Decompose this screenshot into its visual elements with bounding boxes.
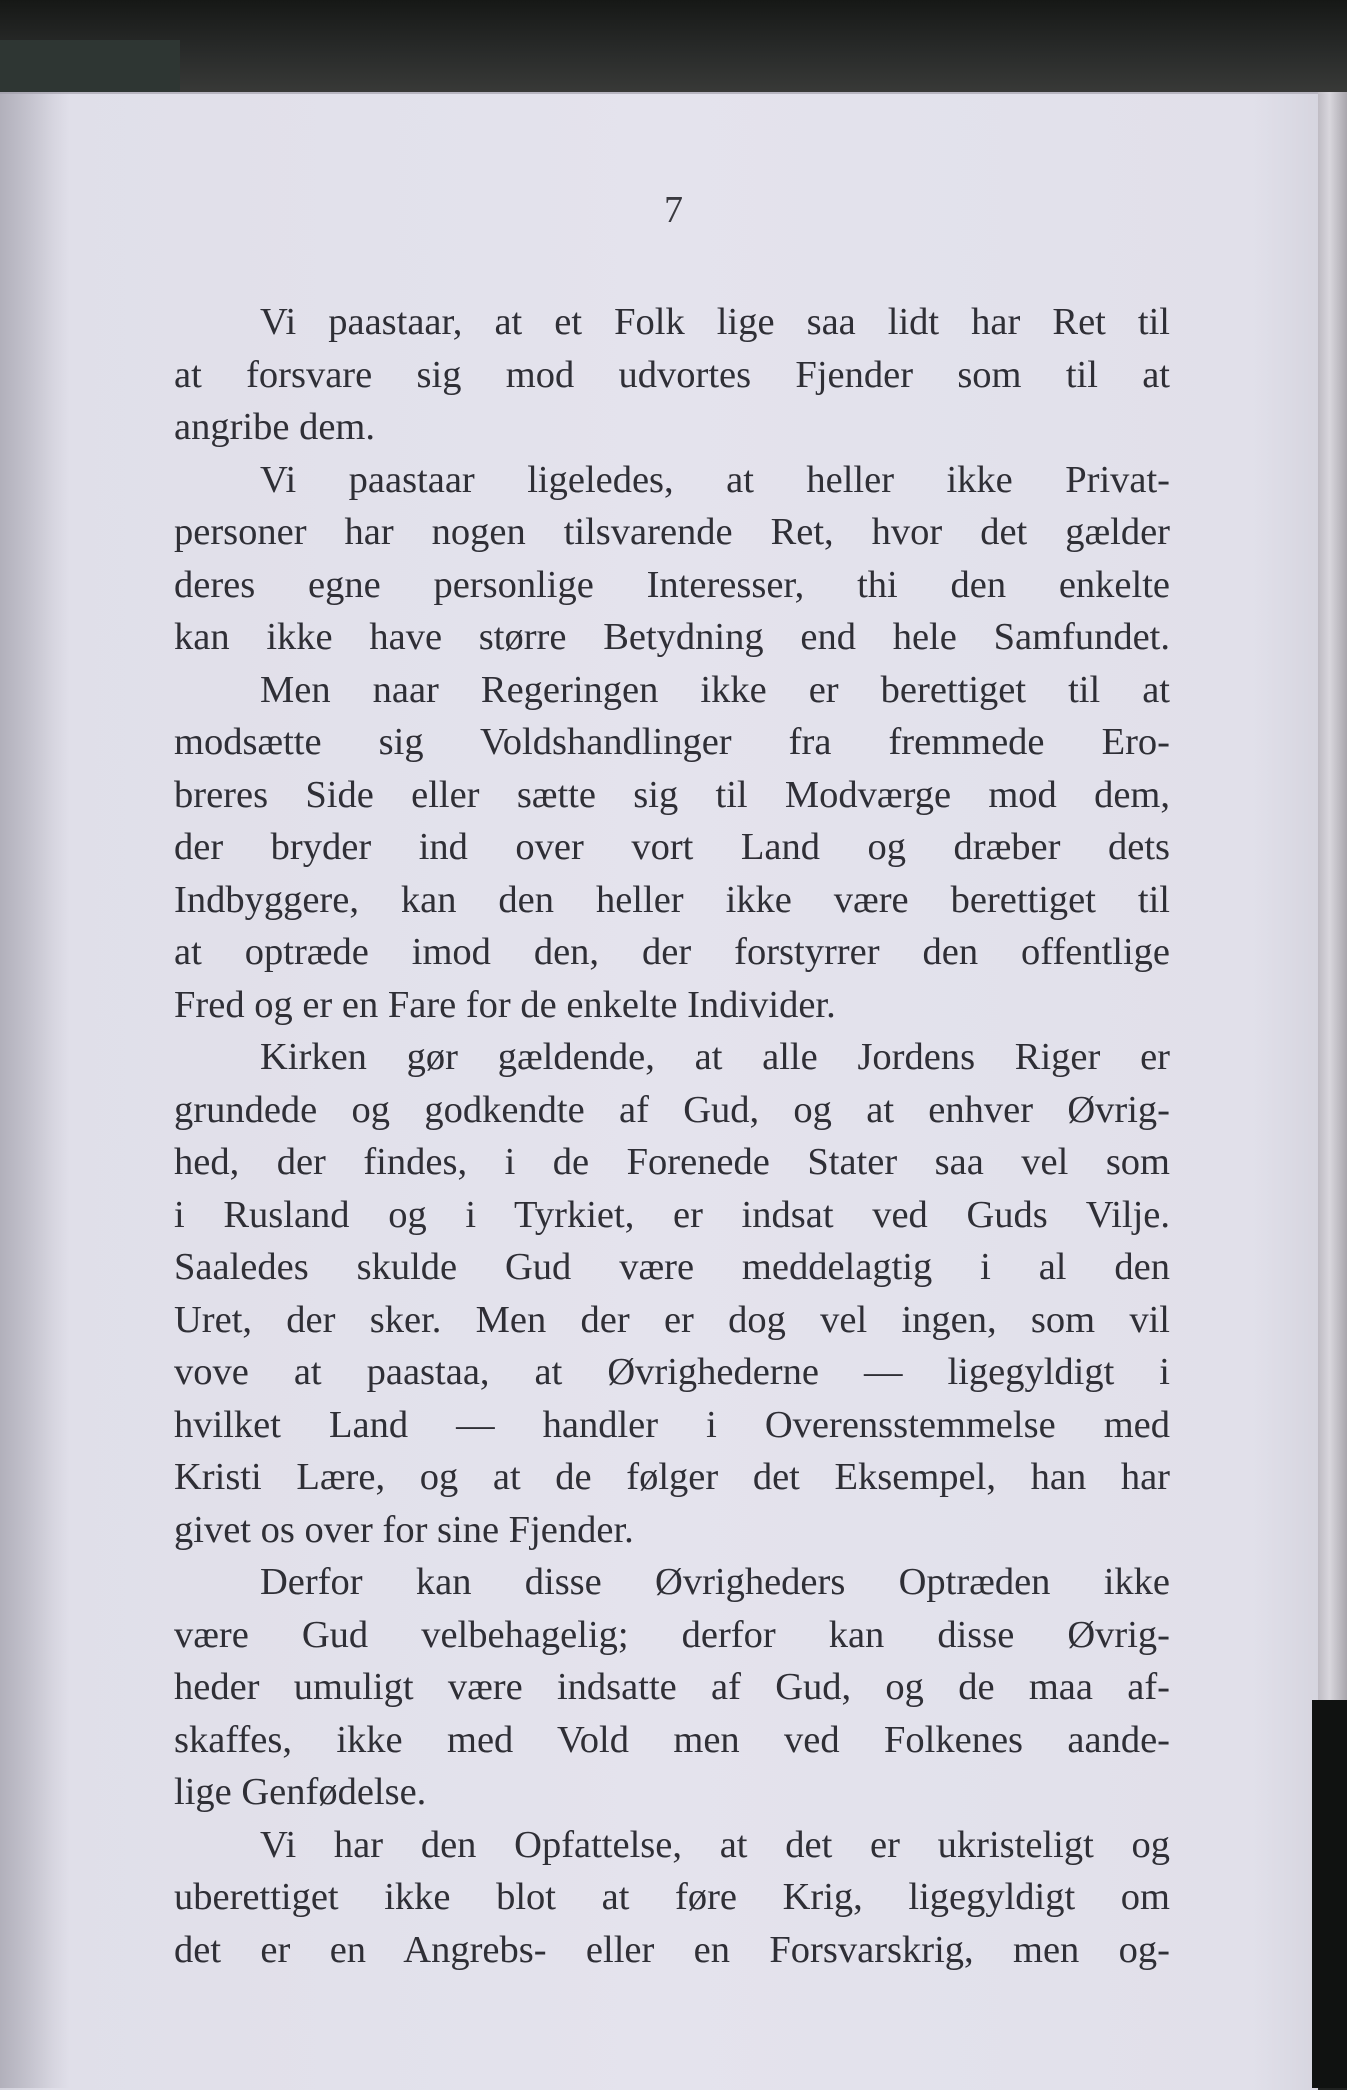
text-line: Vi paastaar ligeledes, at heller ikke Privat- <box>260 458 1170 501</box>
text-line: angribe dem. <box>174 406 375 448</box>
text-line: i Rusland og i Tyrkiet, er indsat ved Guds Vilje. <box>174 1193 1170 1236</box>
text-line: der bryder ind over vort Land og dræber dets <box>174 826 1170 868</box>
gutter-shadow <box>0 92 70 2088</box>
text-line: deres egne personlige Interesser, thi den enkelte <box>174 563 1170 606</box>
text-line: Fred og er en Fare for de enkelte Individer. <box>174 983 836 1026</box>
text-line: heder umuligt være indsatte af Gud, og de maa af- <box>174 1666 1170 1708</box>
page-number: 7 <box>664 189 683 231</box>
text-line: Derfor kan disse Øvrigheders Optræden ikke <box>260 1561 1170 1603</box>
text-line: Men naar Regeringen ikke er berettiget til at <box>260 668 1170 711</box>
text-line: kan ikke have større Betydning end hele Samfundet. <box>174 616 1170 658</box>
text-line: Saaledes skulde Gud være meddelagtig i al den <box>174 1246 1170 1288</box>
text-line: Indbyggere, kan den heller ikke være berettiget til <box>174 878 1170 921</box>
text-line: at forsvare sig mod udvortes Fjender som til at <box>174 353 1170 396</box>
book-corner <box>1312 1700 1347 2088</box>
text-line: Kirken gør gældende, at alle Jordens Riger er <box>260 1036 1170 1078</box>
text-line: grundede og godkendte af Gud, og at enhver Øvrig- <box>174 1088 1170 1131</box>
text-line: breres Side eller sætte sig til Modværge mod dem, <box>174 773 1170 816</box>
text-line: Uret, der sker. Men der er dog vel ingen, som vil <box>174 1298 1170 1341</box>
text-line: vove at paastaa, at Øvrighederne — ligegyldigt i <box>174 1351 1170 1393</box>
text-line: givet os over for sine Fjender. <box>174 1508 634 1551</box>
text-line: Vi paastaar, at et Folk lige saa lidt har Ret til <box>260 301 1170 343</box>
text-line: skaffes, ikke med Vold men ved Folkenes aande- <box>174 1718 1170 1761</box>
body-text <box>174 296 1170 1976</box>
text-line: hvilket Land — handler i Overensstemmelse med <box>174 1403 1170 1446</box>
text-line: være Gud velbehagelig; derfor kan disse Øvrig- <box>174 1613 1170 1656</box>
text-line: hed, der findes, i de Forenede Stater saa vel som <box>174 1141 1170 1183</box>
text-line: personer har nogen tilsvarende Ret, hvor det gælder <box>174 511 1170 553</box>
text-line: Kristi Lære, og at de følger det Eksempel, han har <box>174 1456 1170 1498</box>
book-binding <box>0 40 180 100</box>
text-line: lige Genfødelse. <box>174 1771 427 1813</box>
text-line: modsætte sig Voldshandlinger fra fremmede Ero- <box>174 721 1170 763</box>
text-line: Vi har den Opfattelse, at det er ukristeligt og <box>260 1823 1170 1866</box>
book-top-edge <box>0 0 1347 100</box>
text-line: uberettiget ikke blot at føre Krig, ligegyldigt om <box>174 1876 1170 1918</box>
text-line: at optræde imod den, der forstyrrer den offentlige <box>174 931 1170 973</box>
text-line: det er en Angrebs- eller en Forsvarskrig, men og- <box>174 1928 1170 1971</box>
